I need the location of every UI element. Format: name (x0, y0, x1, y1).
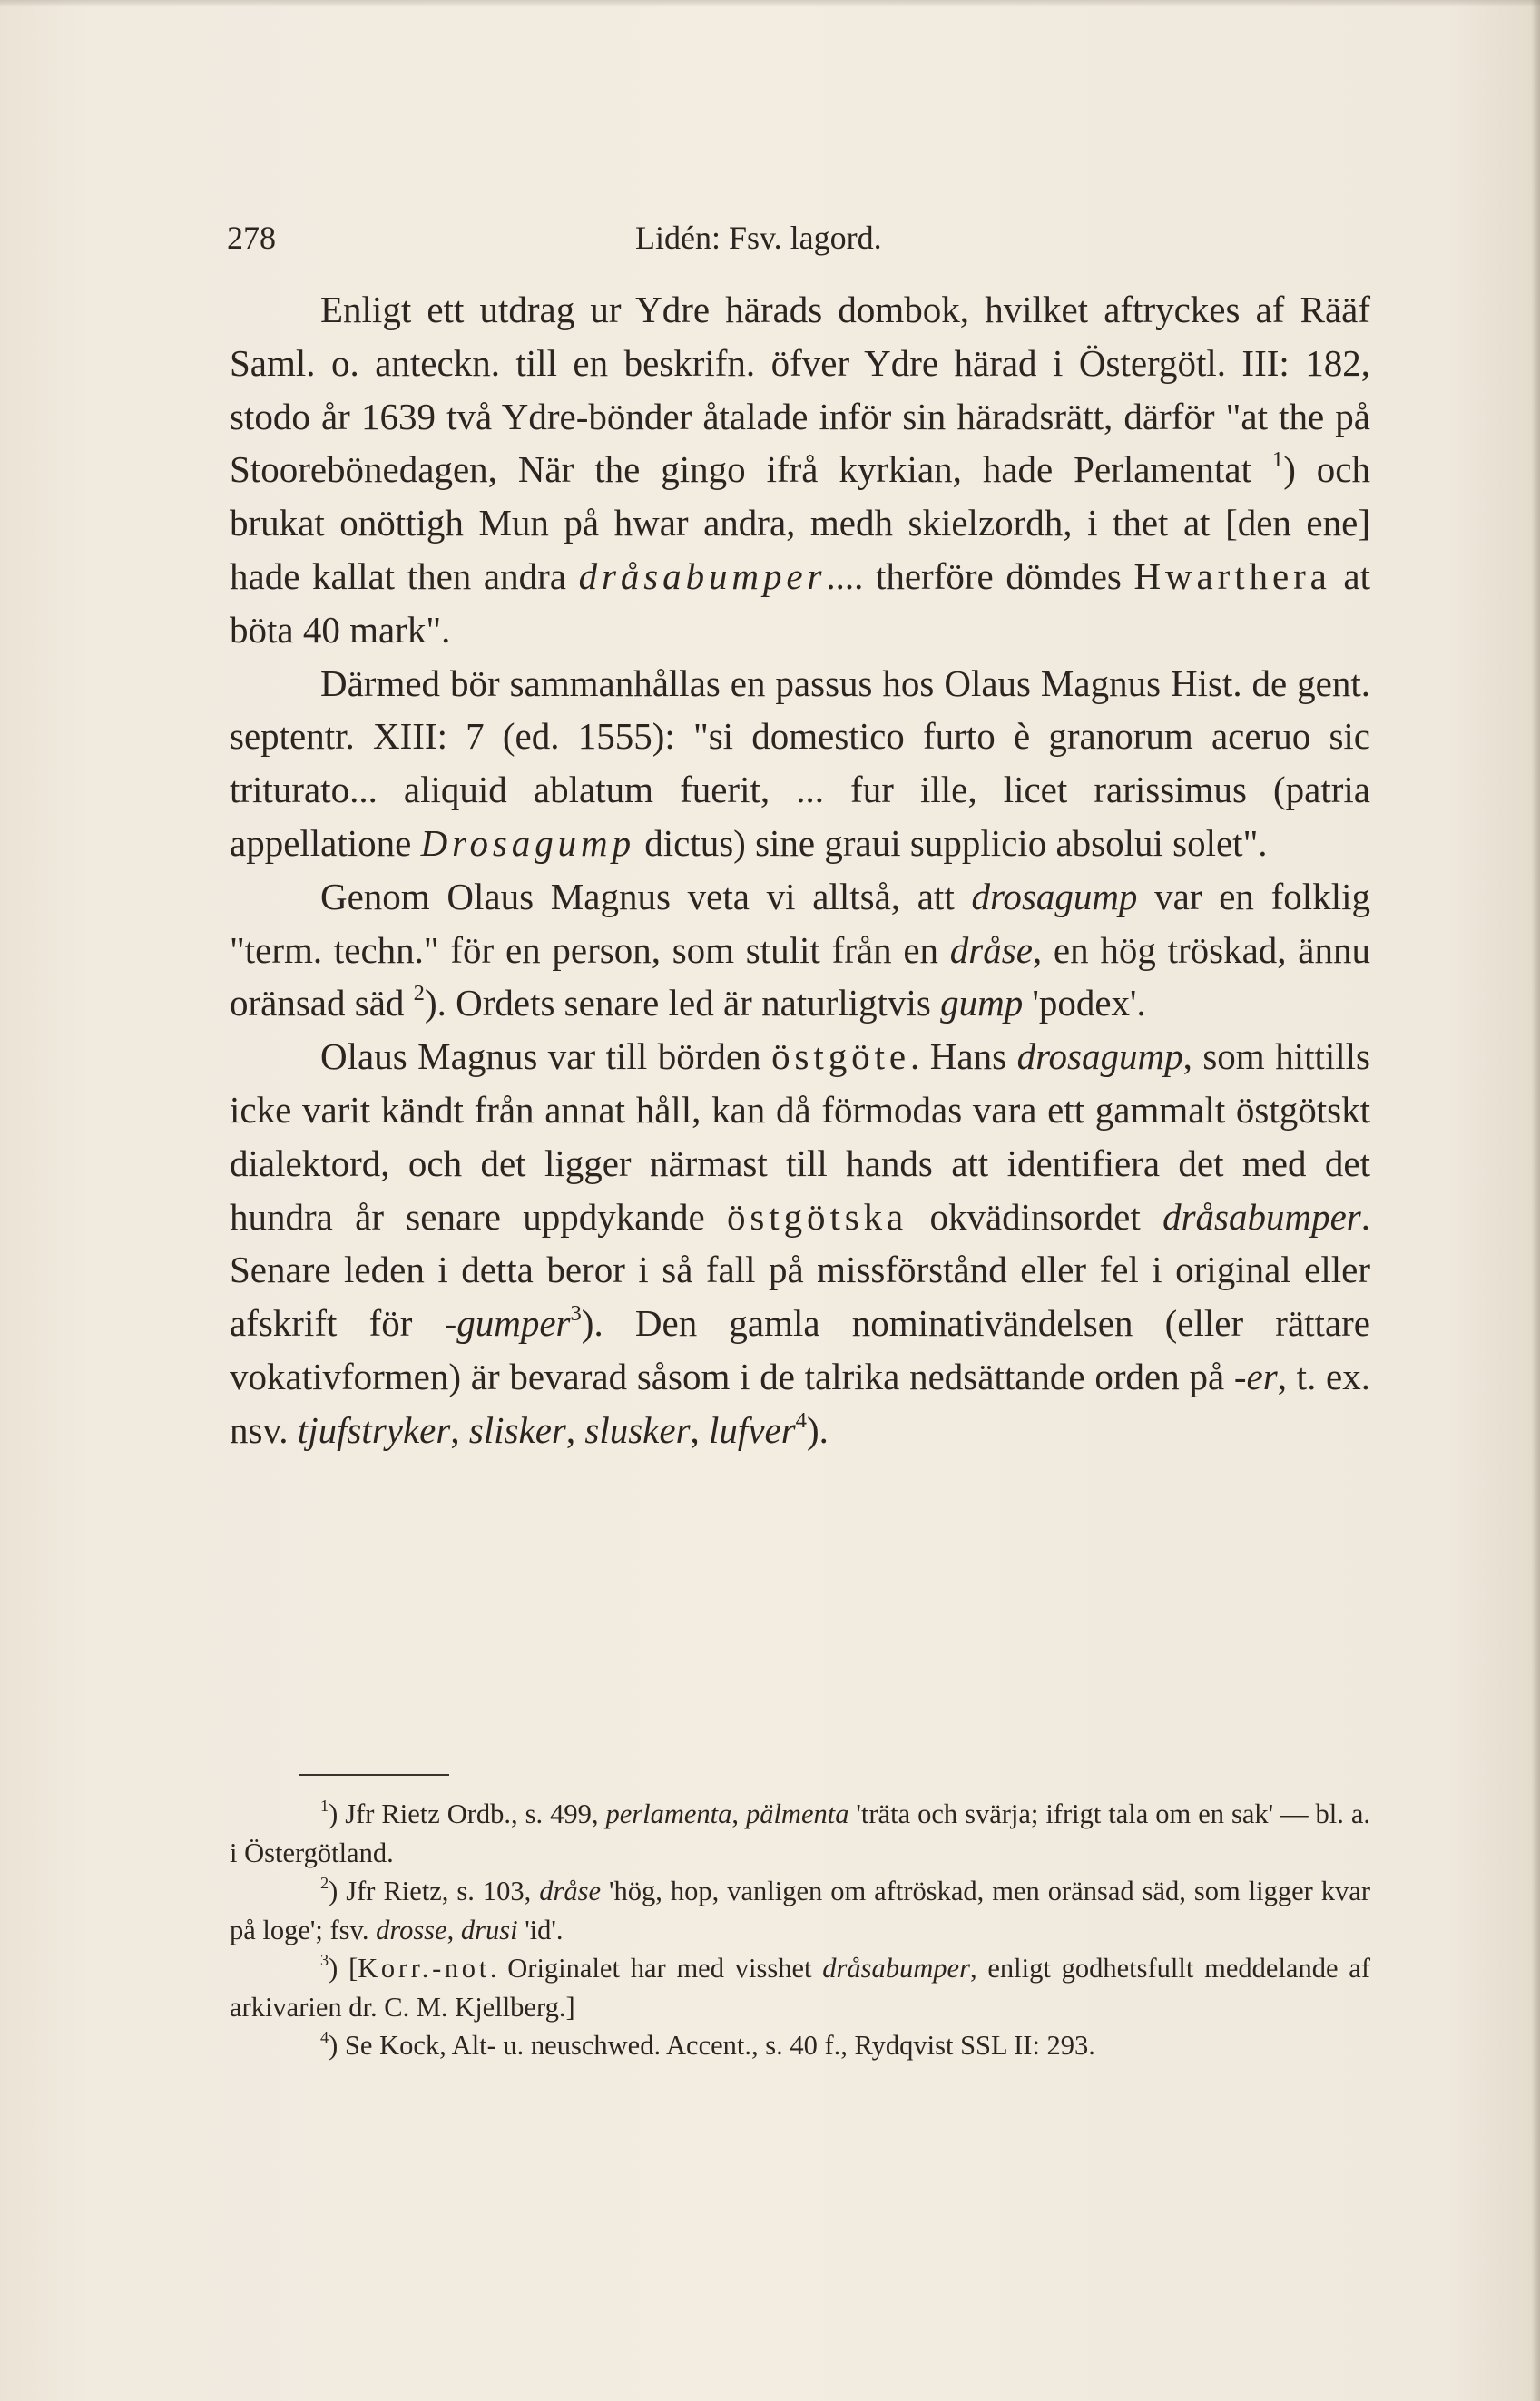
footnote-divider (299, 1774, 449, 1776)
term-drosagump-latin: Drosagump (420, 821, 635, 864)
term-drasabumper-2: dråsabumper (1162, 1195, 1361, 1238)
paragraph-2-text-a: Därmed bör sammanhållas en passus hos Olaus Magnus Hist. de gent. septentr. XIII: 7 (ed. 1555): "si domestico furto è granorum aceruo sic triturato... aliquid ablatum fuerit, ... fur ille, licet rarissimus (patria appellatione (230, 662, 1370, 864)
body-text (230, 283, 1370, 1457)
paragraph-4-text-d: okvädinsordet (907, 1195, 1163, 1238)
term-drasabumper: dråsabumper (578, 554, 827, 597)
term-drusi: drusi (460, 1914, 518, 1945)
term-perlamenta: perlamenta (605, 1798, 732, 1829)
paragraph-1-text-b: ) och brukat onöttigh Mun på hwar andra, medh skielzordh, i thet at [den ene] hade kallat then andra (230, 448, 1371, 597)
footnote-3-text-a: ) [ (329, 1953, 358, 1984)
footnote-3 (230, 1949, 1370, 2026)
term-drase: dråse (949, 928, 1033, 971)
paragraph-3-text-a: Genom Olaus Magnus veta vi alltså, att (320, 875, 972, 917)
footnote-3-text-c: , enligt godhetsfullt meddelande af arkivarien dr. C. M. Kjellberg.] (230, 1953, 1370, 2023)
paragraph-4-text-h: , (450, 1408, 469, 1451)
paragraph-2 (230, 657, 1370, 870)
paragraph-4-text-b: . Hans (910, 1035, 1017, 1078)
footnote-4 (230, 2026, 1370, 2065)
footnote-1 (230, 1795, 1370, 1872)
footnote-ref-2: 2 (413, 981, 425, 1006)
footnotes (230, 1795, 1370, 2065)
footnote-2-text-c: , (446, 1914, 461, 1945)
footnote-ref-1: 1 (1271, 447, 1284, 473)
term-hwarthera: Hwarthera (1133, 554, 1331, 597)
page-edge-shadow-right (1531, 0, 1540, 2401)
term-tjufstryker: tjufstryker (297, 1408, 451, 1451)
paragraph-4-text-e: . Senare leden i detta beror i så fall på missförstånd eller fel i original eller afskrift för (230, 1195, 1370, 1345)
running-title: Lidén: Fsv. lagord. (635, 220, 882, 256)
paragraph-4-text-g: , t. ex. nsv. (230, 1355, 1370, 1451)
term-drase-note: dråse (539, 1876, 602, 1906)
footnote-2-text-a: ) Jfr Rietz, s. 103, (329, 1876, 540, 1906)
paragraph-3-text-e: 'podex'. (1023, 982, 1146, 1024)
paragraph-2-text-b: dictus) sine graui supplicio absolui solet". (635, 821, 1268, 864)
term-drosse: drosse (376, 1914, 447, 1945)
term-ostgotska: östgötska (727, 1195, 908, 1238)
paragraph-4-text-j: , (690, 1408, 710, 1451)
footnote-2-text-b: 'hög, hop, vanligen om aftröskad, men oränsad säd, som ligger kvar på loge'; fsv. (230, 1876, 1370, 1945)
footnote-ref-3: 3 (570, 1300, 582, 1326)
footnote-1-text-c: 'träta och svärja; ifrigt tala om en sak' — bl. a. i Östergötland. (230, 1798, 1371, 1868)
paragraph-4-text-c: , som hittills icke varit kändt från annat håll, kan då förmodas vara ett gammalt östgötskt dialektord, och det ligger närmast till hands att identifiera det med det hundra år senare uppdykande (230, 1035, 1371, 1238)
term-ostgote: östgöte (771, 1035, 911, 1078)
footnote-4-mark: 4 (320, 2028, 329, 2047)
paragraph-3-text-d: ). Ordets senare led är naturligtvis (424, 982, 941, 1024)
footnote-4-text-a: ) Se Kock, Alt- u. neuschwed. Accent., s. 40 f., Rydqvist SSL II: 293. (329, 2030, 1095, 2061)
term-korr-not: Korr.-not (358, 1953, 490, 1984)
paragraph-4-text-f: ). Den gamla nominativändelsen (eller rättare vokativformen) är bevarad såsom i de talrika nedsättande orden på (230, 1302, 1370, 1397)
footnote-1-mark: 1 (320, 1797, 329, 1816)
paragraph-1-text-d: at böta 40 mark". (230, 554, 1370, 651)
paragraph-4-text-i: , (565, 1408, 585, 1451)
footnote-3-mark: 3 (320, 1951, 329, 1970)
footnote-3-text-b: . Originalet har med visshet (489, 1953, 823, 1984)
term-drasabumper-note: dråsabumper (822, 1953, 970, 1984)
page-number: 278 (227, 220, 276, 256)
paragraph-4-text-a: Olaus Magnus var till börden (320, 1035, 772, 1078)
footnote-2-mark: 2 (320, 1874, 329, 1893)
footnote-ref-4: 4 (795, 1407, 807, 1433)
term-slusker: slusker (584, 1408, 691, 1451)
page-edge-shadow-top (0, 0, 1540, 7)
paragraph-4-text-k: ). (806, 1408, 829, 1451)
term-gumper: -gumper (444, 1302, 571, 1345)
term-er: -er (1233, 1355, 1278, 1397)
footnote-1-text-b: , (731, 1798, 746, 1829)
term-palmenta: pälmenta (745, 1798, 849, 1829)
footnote-1-text-a: ) Jfr Rietz Ordb., s. 499, (329, 1798, 606, 1829)
page-header (227, 211, 1370, 265)
paragraph-4 (230, 1030, 1370, 1456)
paragraph-3 (230, 870, 1370, 1030)
paragraph-1-text-a: Enligt ett utdrag ur Ydre härads dombok, hvilket aftryckes af Rääf Saml. o. anteckn. till en beskrifn. öfver Ydre härad i Östergötl. III: 182, stodo år 1639 två Ydre-bönder åtalade inför sin häradsrätt, därför "at the på Stoorebönedagen, När the gingo ifrå kyrkian, hade Perlamentat (230, 289, 1370, 491)
term-drosagump: drosagump (971, 875, 1138, 917)
footnote-2 (230, 1872, 1370, 1949)
term-gump: gump (940, 982, 1024, 1024)
term-lufver: lufver (709, 1408, 796, 1451)
paragraph-3-text-b: var en folklig "term. techn." för en person, som stulit från en (230, 875, 1370, 971)
paragraph-3-text-c: , en hög tröskad, ännu oränsad säd (230, 928, 1371, 1024)
footnote-2-text-d: 'id'. (517, 1914, 564, 1945)
paragraph-1 (230, 283, 1370, 657)
term-drosagump-2: drosagump (1016, 1035, 1183, 1078)
paragraph-1-text-c: .... therföre dömdes (826, 554, 1134, 597)
term-slisker: slisker (468, 1408, 566, 1451)
